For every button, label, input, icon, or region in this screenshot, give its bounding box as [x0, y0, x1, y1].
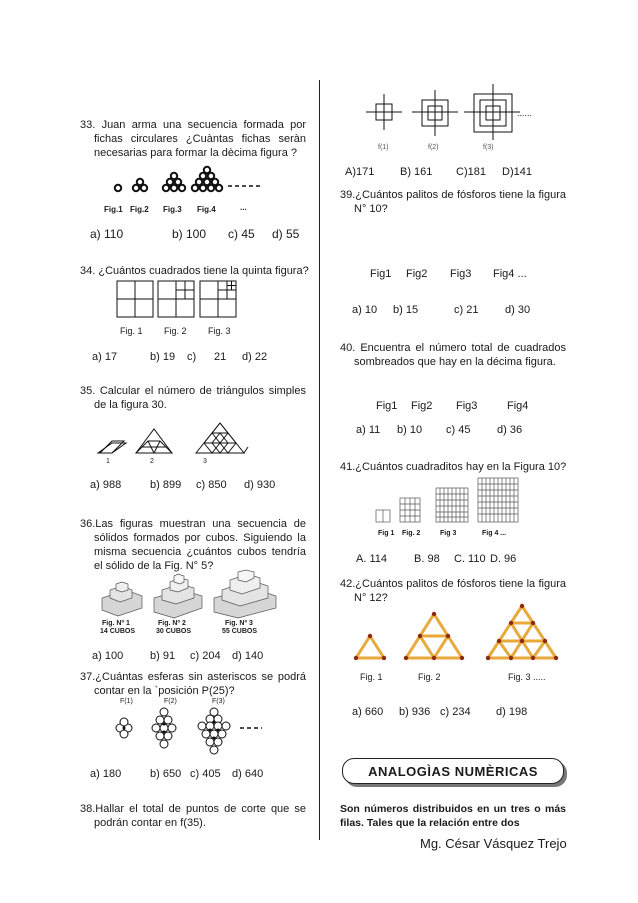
q38-option-b: B) 161 — [400, 166, 433, 178]
q37-spheres-figure — [112, 706, 272, 758]
q34-label-2: Fig. 2 — [164, 326, 187, 336]
q36-label-cubes2: 30 CUBOS — [156, 628, 192, 635]
q33-label-3: Fig.3 — [163, 205, 182, 214]
q33-option-c: c) 45 — [228, 227, 255, 241]
q37-option-b: b) 650 — [150, 768, 182, 780]
q34-option-d: d) 22 — [242, 351, 268, 363]
q38-dots: ...... — [517, 108, 533, 118]
q41-label-3: Fig 3 — [440, 530, 457, 537]
q39-option-a: a) 10 — [352, 304, 378, 316]
q41-option-b: B. 98 — [414, 553, 440, 565]
section-title-banner: ANALOGÌAS NUMÈRICAS — [342, 758, 564, 784]
q40-option-a: a) 11 — [356, 424, 381, 436]
q35-triangles-figure — [96, 417, 256, 457]
q42-label-1: Fig. 1 — [360, 672, 383, 682]
q42-option-b: b) 936 — [399, 706, 431, 718]
q36-label-cubes3: 55 CUBOS — [222, 628, 258, 635]
q34-option-c-value: 21 — [214, 351, 227, 363]
column-divider — [319, 80, 320, 840]
q38-option-d: D)141 — [502, 166, 532, 178]
q36-label-fig3: Fig. Nº 3 — [225, 620, 253, 627]
q33-label-2: Fig.2 — [130, 205, 149, 214]
q37-label-1: F(1) — [120, 698, 133, 705]
q34-text: 34. ¿Cuántos cuadrados tiene la quinta figura? — [80, 265, 309, 277]
q40-label-1: Fig1 — [376, 400, 398, 412]
q38-option-c: C)181 — [456, 166, 486, 178]
q39-text: 39.¿Cuántos palitos de fósforos tiene la figura N° 10? — [340, 189, 566, 215]
q36-label-fig1: Fig. Nº 1 — [102, 620, 130, 627]
q35-option-b: b) 899 — [150, 479, 182, 491]
q42-option-a: a) 660 — [352, 706, 384, 718]
q36-option-b: b) 91 — [150, 650, 176, 662]
q38-label-3: f(3) — [483, 144, 494, 151]
q40-label-3: Fig3 — [456, 400, 478, 412]
q38-squares-lines-figure — [362, 88, 522, 144]
q34-squares-figure — [116, 280, 246, 318]
q37-option-d: d) 640 — [232, 768, 264, 780]
q37-option-a: a) 180 — [90, 768, 122, 780]
q39-option-c: c) 21 — [454, 304, 479, 316]
q37-label-3: F(3) — [212, 698, 225, 705]
q35-label-2: 2 — [150, 458, 154, 465]
q40-option-b: b) 10 — [397, 424, 423, 436]
q39-label-4: Fig4 ... — [493, 268, 527, 280]
q40-label-4: Fig4 — [507, 400, 529, 412]
q42-label-2: Fig. 2 — [418, 672, 441, 682]
q33-option-d: d) 55 — [272, 227, 300, 241]
q33-label-4: Fig.4 — [197, 205, 216, 214]
q42-option-d: d) 198 — [496, 706, 528, 718]
q33-label-dots: ... — [240, 203, 247, 212]
q36-option-a: a) 100 — [92, 650, 124, 662]
q41-option-d: D. 96 — [490, 553, 517, 565]
q41-option-c: C. 110 — [454, 553, 486, 565]
q36-option-c: c) 204 — [190, 650, 221, 662]
q38-label-1: f(1) — [378, 144, 389, 151]
q36-option-d: d) 140 — [232, 650, 264, 662]
q34-option-b: b) 19 — [150, 351, 176, 363]
q33-option-a: a) 110 — [90, 227, 124, 241]
q34-option-a: a) 17 — [92, 351, 118, 363]
author-signature: Mg. César Vásquez Trejo — [420, 836, 567, 851]
q40-option-d: d) 36 — [497, 424, 523, 436]
q38-label-2: f(2) — [428, 144, 439, 151]
q33-label-1: Fig.1 — [104, 205, 123, 214]
q42-text: 42.¿Cuántos palitos de fósforos tiene la figura N° 12? — [340, 578, 566, 604]
q40-option-c: c) 45 — [446, 424, 471, 436]
q40-label-2: Fig2 — [411, 400, 433, 412]
q36-cubes-figure — [98, 568, 298, 618]
q36-label-fig2: Fig. Nº 2 — [158, 620, 186, 627]
q42-label-3: Fig. 3 ..... — [508, 672, 546, 682]
q35-option-a: a) 988 — [90, 479, 122, 491]
q42-matchsticks-figure — [352, 606, 562, 664]
q33-text: 33. Juan arma una secuencia formada por fichas circulares ¿Cuàntas fichas seràn necesarias para formar la dècima figura ? — [80, 119, 306, 159]
q37-option-c: c) 405 — [190, 768, 221, 780]
q39-label-3: Fig3 — [450, 268, 472, 280]
q35-label-1: 1 — [106, 458, 110, 465]
q39-label-1: Fig1 — [370, 268, 392, 280]
q41-option-a: A. 114 — [356, 553, 387, 565]
q36-label-cubes1: 14 CUBOS — [100, 628, 136, 635]
q41-label-1: Fig 1 — [378, 530, 395, 537]
q41-label-4: Fig 4 ... — [482, 530, 507, 537]
q34-label-3: Fig. 3 — [208, 326, 231, 336]
q35-label-3: 3 — [203, 458, 207, 465]
q39-option-b: b) 15 — [393, 304, 419, 316]
q40-text: 40. Encuentra el número total de cuadrados sombreados que hay en la décima figura. — [340, 342, 566, 368]
q35-option-c: c) 850 — [196, 479, 227, 491]
q41-label-2: Fig. 2 — [402, 530, 421, 537]
q33-option-b: b) 100 — [172, 227, 207, 241]
q34-label-1: Fig. 1 — [120, 326, 143, 336]
q37-text: 37.¿Cuántas esferas sin asteriscos se podrá contar en la `posición P(25)? — [80, 671, 306, 697]
q41-text: 41.¿Cuántos cuadraditos hay en la Figura 10? — [340, 461, 567, 473]
q41-staircase-figure — [374, 476, 524, 524]
q38-text: 38.Hallar el total de puntos de corte que se podrán contar en f(35). — [80, 803, 306, 829]
q39-label-2: Fig2 — [406, 268, 428, 280]
q39-option-d: d) 30 — [505, 304, 531, 316]
q37-label-2: F(2) — [164, 698, 177, 705]
q35-option-d: d) 930 — [244, 479, 276, 491]
section-intro: Son números distribuidos en un tres o más filas. Tales que la relación entre dos — [340, 803, 566, 829]
q33-circles-figure — [110, 162, 280, 200]
q36-text: 36.Las figuras muestran una secuencia de sólidos formados por cubos. Siguiendo la misma secuencia ¿cuántos cubos tendría el sólido de la Fig. N° 5? — [80, 518, 306, 572]
q42-option-c: c) 234 — [440, 706, 471, 718]
q34-option-c: c) — [187, 351, 197, 363]
q38-option-a: A)171 — [345, 166, 375, 178]
q35-text: 35. Calcular el número de triángulos simples de la figura 30. — [80, 385, 306, 411]
